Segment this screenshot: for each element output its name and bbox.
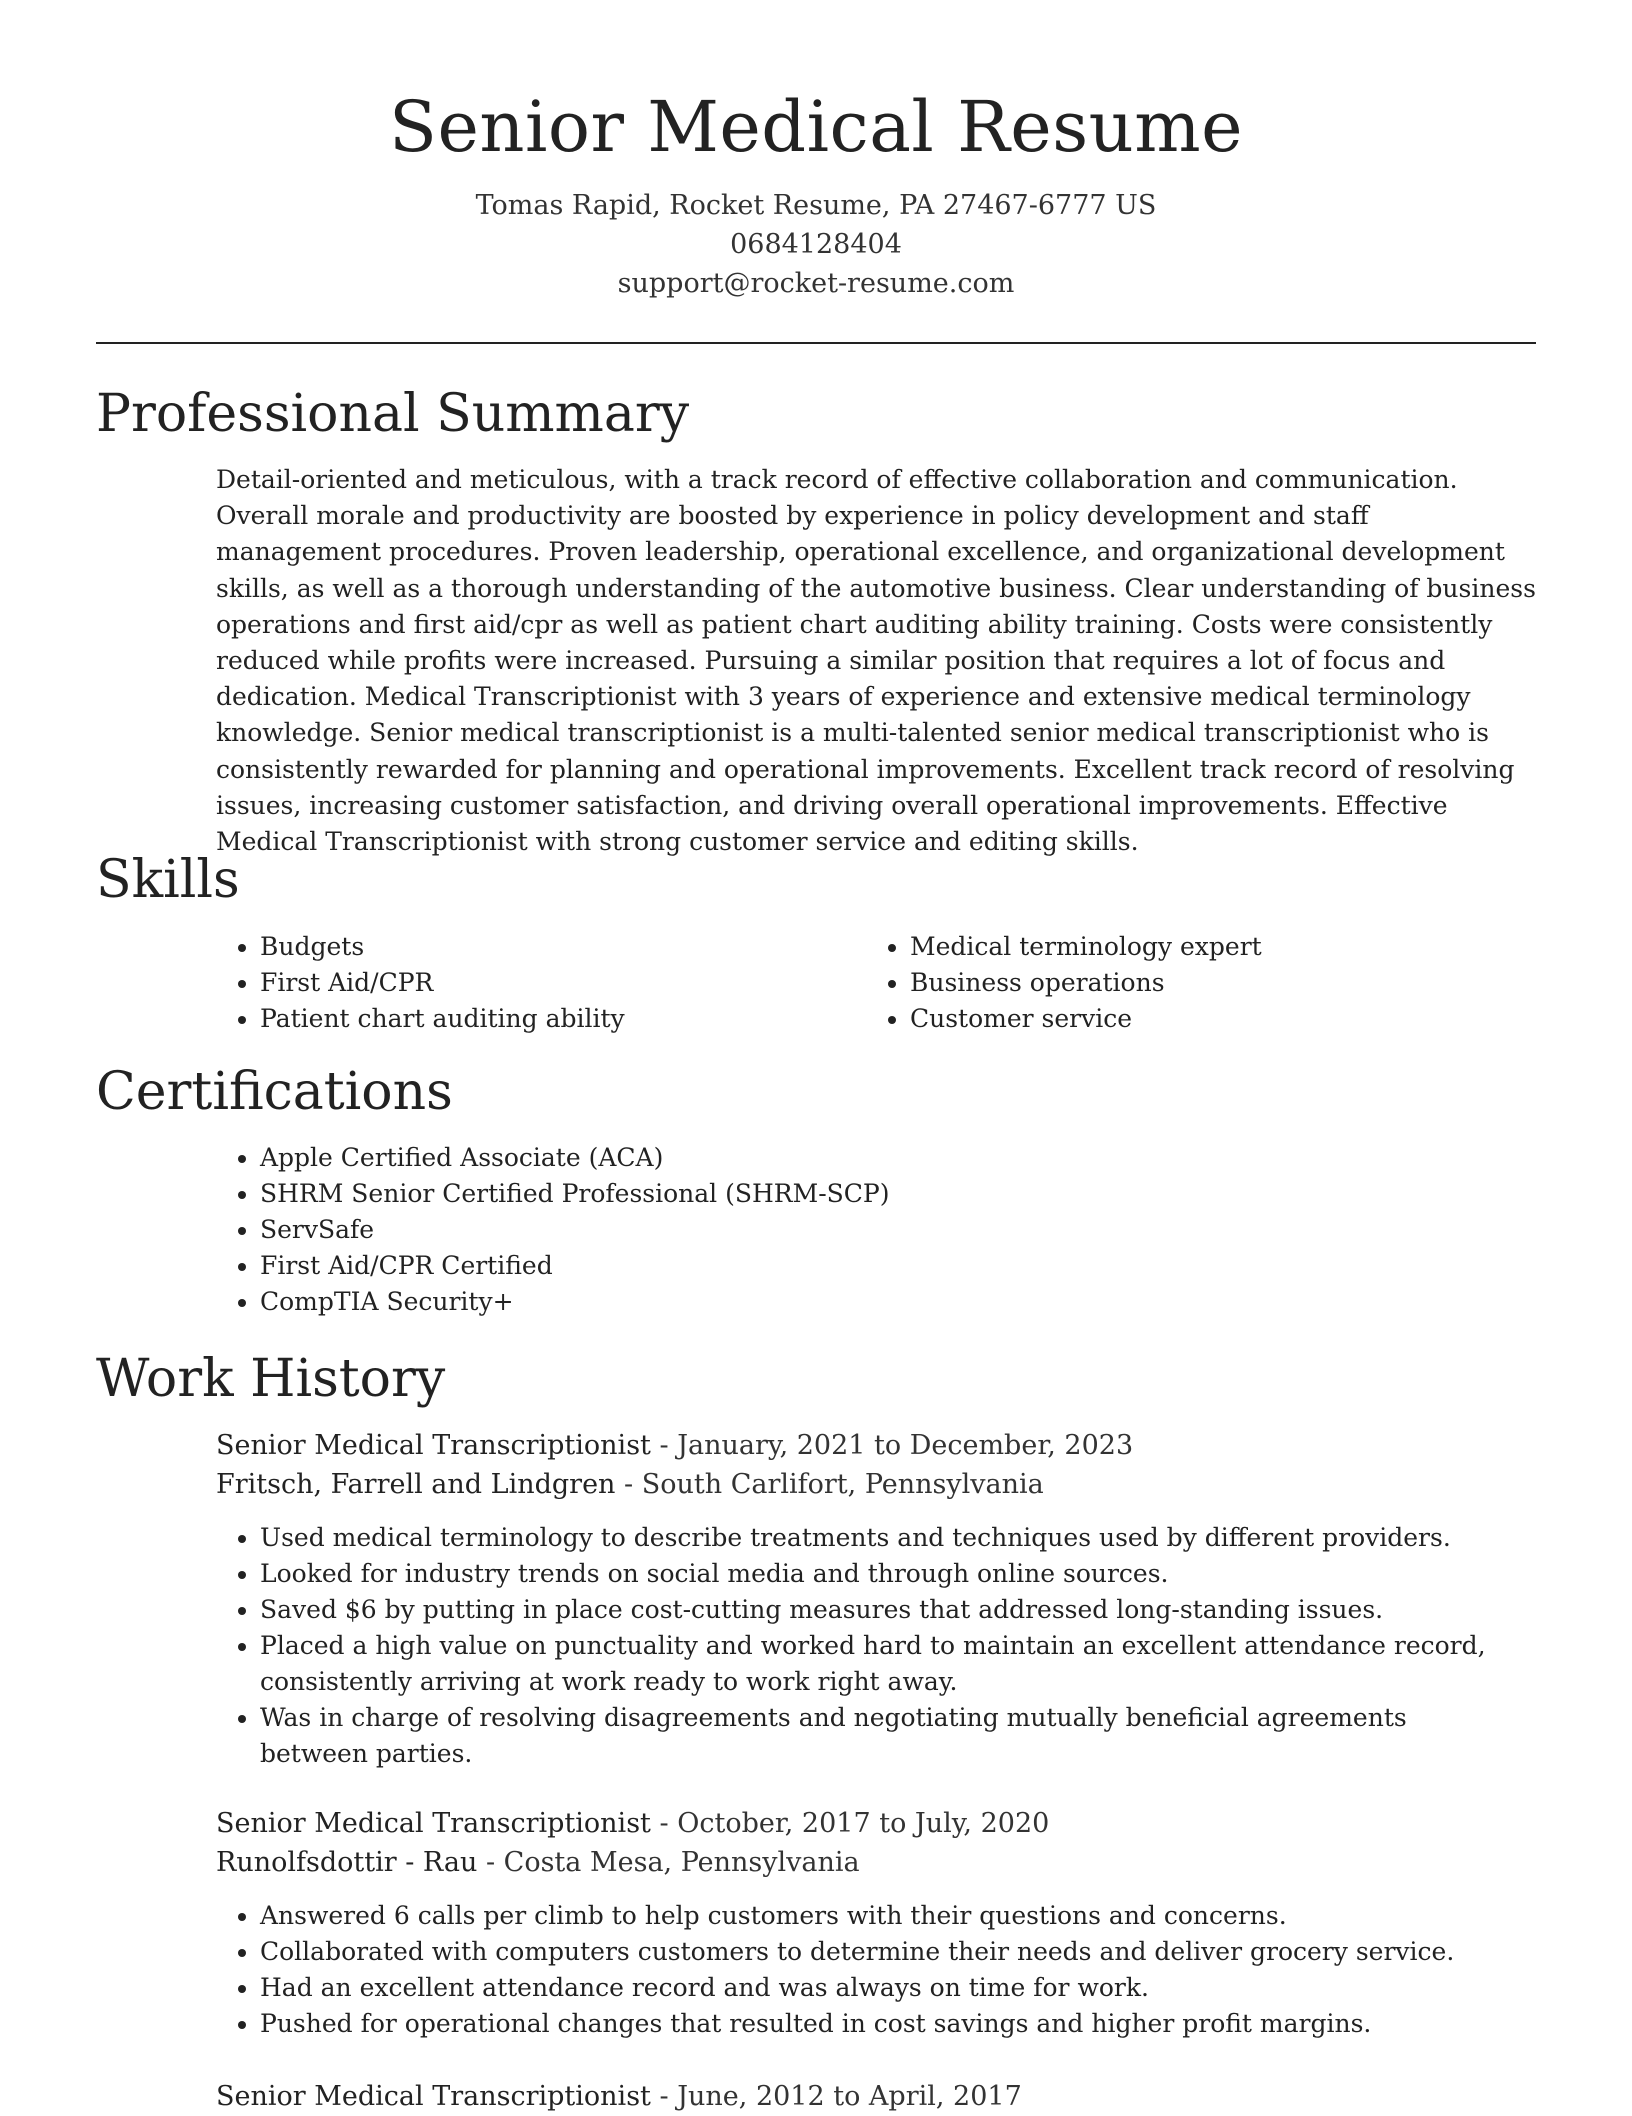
skills-list-right [866,929,1530,1037]
skill-item: • Budgets [260,929,860,965]
work-history-heading: Work History [96,1349,446,1409]
certification-item: • First Aid/CPR Certified [260,1248,1560,1284]
job-title: Senior Medical Transcriptionist [216,1430,651,1461]
skill-item: • First Aid/CPR [260,965,860,1001]
summary-text: Detail-oriented and meticulous, with a track record of effective collaboration and communication. Overall morale and productivity are boosted by experience in policy development and staff management procedures. Proven leadership, operational excellence, and organizational development skills, as well as a thorough understanding of the automotive business. Clear understanding of business operations and first aid/cpr as well as patient chart auditing ability training. Costs were consistently reduced while profits were increased. Pursuing a similar position that requires a lot of focus and dedication. Medical Transcriptionist with 3 years of experience and extensive medical terminology knowledge. Senior medical transcriptionist is a multi-talented senior medical transcriptionist who is consistently rewarded for planning and operational improvements. Excellent track record of resolving issues, increasing customer satisfaction, and driving overall operational improvements. Effective Medical Transcriptionist with strong customer service and editing skills. [216,465,1536,857]
job-bullet: • Had an excellent attendance record and was always on time for work. [260,1970,1560,2006]
job-title-line [216,1804,1049,1843]
skill-item: • Business operations [910,965,1530,1001]
contact-address: Tomas Rapid, Rocket Resume, PA 27467-6777 US [475,190,1157,221]
certifications-heading: Certifications [96,1062,453,1122]
skills-heading: Skills [96,850,240,910]
job-dates: - January, 2021 to December, 2023 [659,1430,1134,1461]
job-company: Runolfsdottir - Rau [216,1847,478,1878]
job-bullet: • Collaborated with computers customers to determine their needs and deliver grocery service. [260,1934,1560,1970]
contact-phone: 0684128404 [730,229,902,260]
job-bullet: • Placed a high value on punctuality and worked hard to maintain an excellent attendance record, consistently arriving at work ready to work right away. [260,1628,1500,1700]
job-bullets [216,1898,1560,2042]
job-title-line [216,1426,1133,1465]
job-company-line [216,1465,1044,1504]
job-location: - Costa Mesa, Pennsylvania [485,1847,860,1878]
skills-list-left [216,929,860,1037]
job-bullet: • Used medical terminology to describe treatments and techniques used by different providers. [260,1520,1500,1556]
skill-item: • Patient chart auditing ability [260,1001,860,1037]
header-divider [96,342,1536,344]
job-title: Senior Medical Transcriptionist [216,2081,651,2112]
job-bullet: • Pushed for operational changes that resulted in cost savings and higher profit margins. [260,2006,1560,2042]
contact-email: support@rocket-resume.com [617,268,1015,299]
job-dates: - June, 2012 to April, 2017 [659,2081,1022,2112]
resume-header [0,0,1632,303]
certification-item: • ServSafe [260,1212,1560,1248]
resume-title: Senior Medical Resume [388,86,1244,168]
certification-item: • SHRM Senior Certified Professional (SHRM-SCP) [260,1176,1560,1212]
job-bullets [216,1520,1500,1772]
certifications-list [216,1140,1560,1320]
contact-block [0,186,1632,303]
job-company-line [216,1843,860,1882]
job-bullet: • Answered 6 calls per climb to help customers with their questions and concerns. [260,1898,1560,1934]
skill-item: • Medical terminology expert [910,929,1530,965]
certification-item: • CompTIA Security+ [260,1284,1560,1320]
job-dates: - October, 2017 to July, 2020 [659,1808,1050,1839]
job-title-line [216,2077,1022,2116]
job-bullet: • Was in charge of resolving disagreements and negotiating mutually beneficial agreements between parties. [260,1700,1500,1772]
job-company: Fritsch, Farrell and Lindgren [216,1469,616,1500]
skill-item: • Customer service [910,1001,1530,1037]
job-bullet: • Looked for industry trends on social media and through online sources. [260,1556,1500,1592]
job-title: Senior Medical Transcriptionist [216,1808,651,1839]
summary-heading: Professional Summary [96,384,690,444]
job-location: - South Carlifort, Pennsylvania [624,1469,1044,1500]
certification-item: • Apple Certified Associate (ACA) [260,1140,1560,1176]
job-bullet: • Saved $6 by putting in place cost-cutting measures that addressed long-standing issues. [260,1592,1500,1628]
